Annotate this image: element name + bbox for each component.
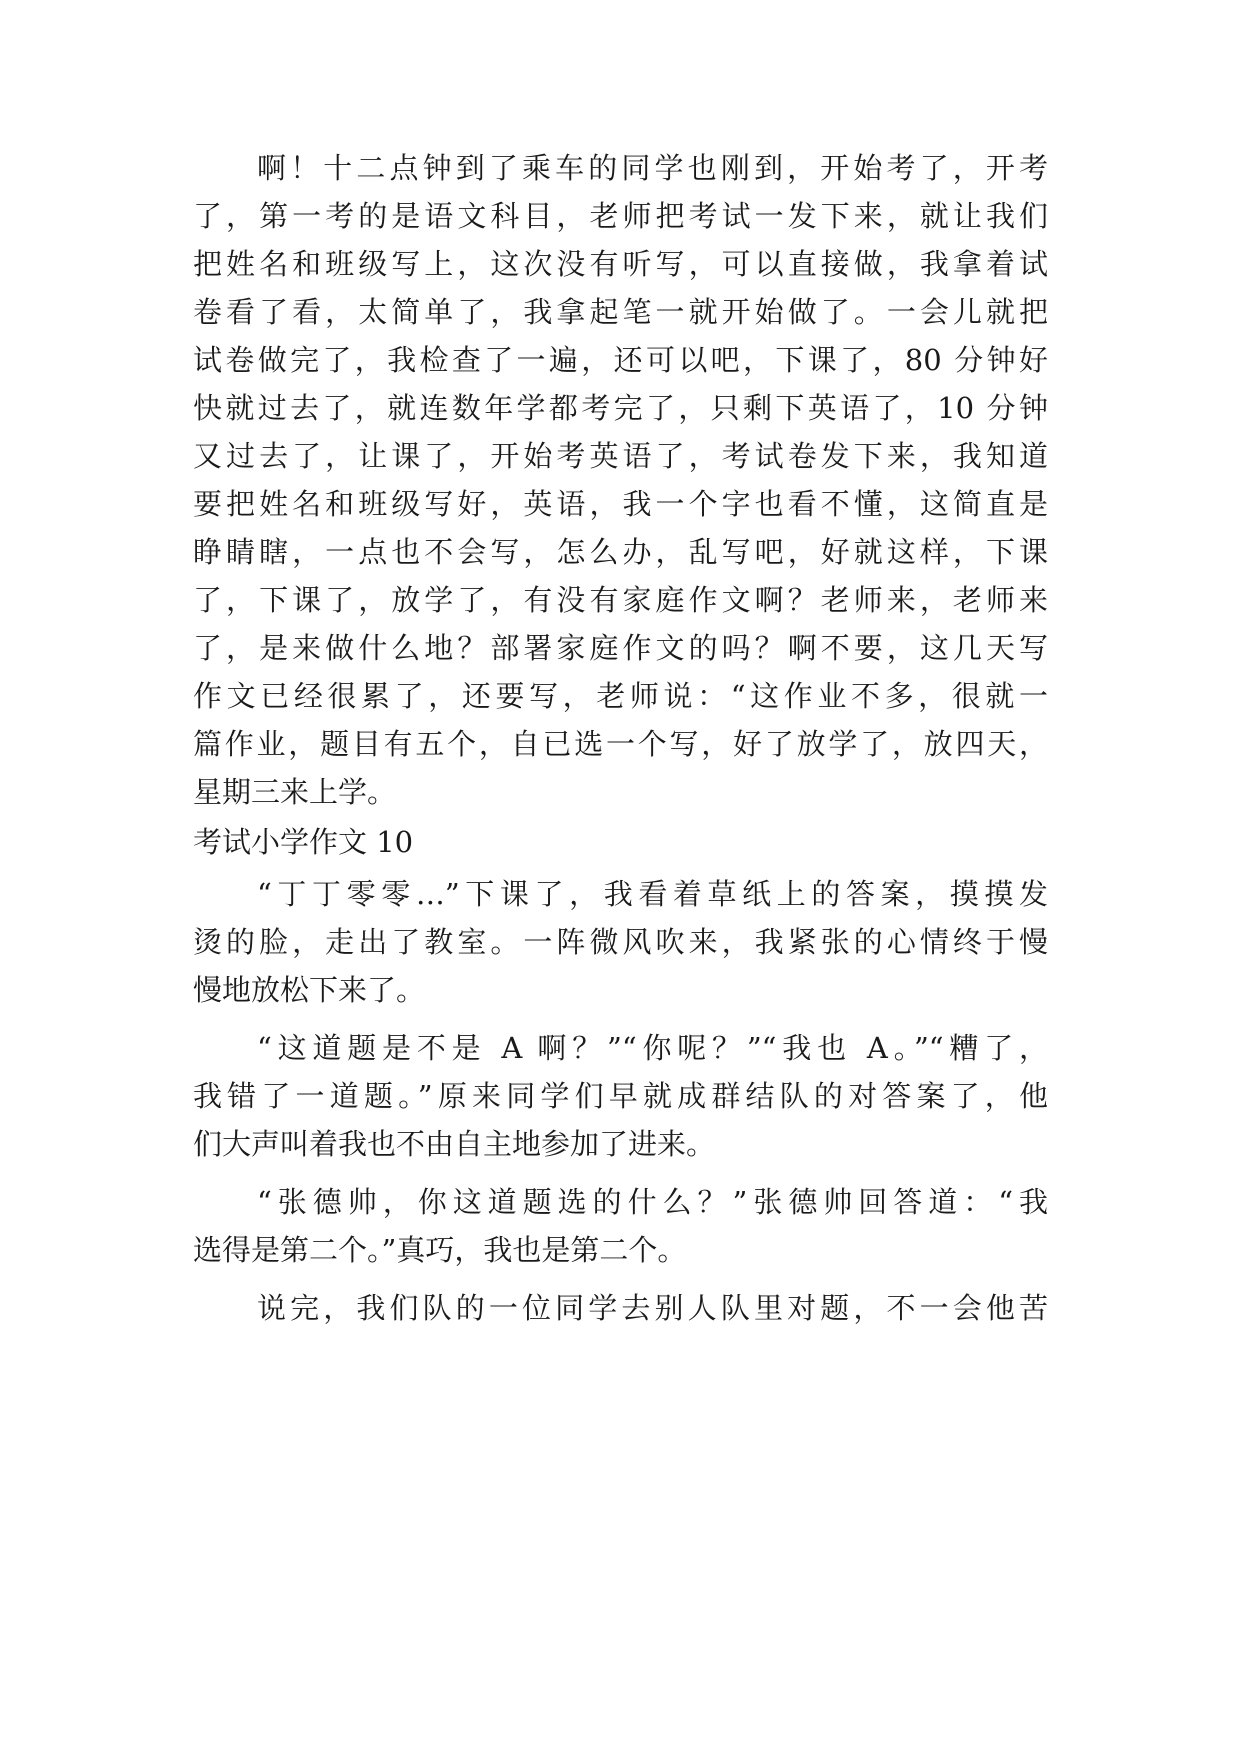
paragraph-1-line-14: 星期三来上学。 bbox=[193, 775, 397, 809]
paragraph-3-line-1: “这道题是不是 A 啊？”“你呢？”“我也 A。”“糟了， bbox=[257, 1031, 1048, 1065]
paragraph-3-line-3: 们大声叫着我也不由自主地参加了进来。 bbox=[193, 1127, 716, 1161]
paragraph-4-line-1: “张德帅，你这道题选的什么？”张德帅回答道：“我 bbox=[257, 1185, 1048, 1219]
paragraph-1-line-7: 又过去了，让课了，开始考英语了，考试卷发下来，我知道 bbox=[193, 439, 1048, 473]
paragraph-1-line-9: 睁睛瞎，一点也不会写，怎么办，乱写吧，好就这样，下课 bbox=[193, 535, 1048, 569]
paragraph-2-line-3: 慢地放松下来了。 bbox=[193, 973, 426, 1007]
paragraph-1-line-8: 要把姓名和班级写好，英语，我一个字也看不懂，这简直是 bbox=[193, 487, 1048, 521]
paragraph-1-line-3: 把姓名和班级写上，这次没有听写，可以直接做，我拿着试 bbox=[193, 247, 1048, 281]
paragraph-1-line-11: 了，是来做什么地？部署家庭作文的吗？啊不要，这几天写 bbox=[193, 631, 1048, 665]
paragraph-5-line-1: 说完，我们队的一位同学去别人队里对题，不一会他苦 bbox=[257, 1291, 1048, 1325]
paragraph-4-line-2: 选得是第二个。”真巧，我也是第二个。 bbox=[193, 1233, 687, 1267]
paragraph-2-line-1: “丁丁零零…”下课了，我看着草纸上的答案，摸摸发 bbox=[257, 877, 1048, 911]
paragraph-1-line-2: 了，第一考的是语文科目，老师把考试一发下来，就让我们 bbox=[193, 199, 1048, 233]
paragraph-3-line-2: 我错了一道题。”原来同学们早就成群结队的对答案了，他 bbox=[193, 1079, 1048, 1113]
paragraph-1-line-12: 作文已经很累了，还要写，老师说：“这作业不多，很就一 bbox=[193, 679, 1048, 713]
paragraph-1-line-1: 啊！十二点钟到了乘车的同学也刚到，开始考了，开考 bbox=[257, 151, 1048, 185]
paragraph-1-line-13: 篇作业，题目有五个，自已选一个写，好了放学了，放四天， bbox=[193, 727, 1048, 761]
paragraph-1-line-4: 卷看了看，太简单了，我拿起笔一就开始做了。一会儿就把 bbox=[193, 295, 1048, 329]
section-heading: 考试小学作文 10 bbox=[193, 825, 414, 859]
paragraph-1-line-10: 了，下课了，放学了，有没有家庭作文啊？老师来，老师来 bbox=[193, 583, 1048, 617]
paragraph-1-line-6: 快就过去了，就连数年学都考完了，只剩下英语了，10 分钟 bbox=[193, 391, 1048, 425]
paragraph-1-line-5: 试卷做完了，我检查了一遍，还可以吧，下课了，80 分钟好 bbox=[193, 343, 1048, 377]
paragraph-2-line-2: 烫的脸，走出了教室。一阵微风吹来，我紧张的心情终于慢 bbox=[193, 925, 1048, 959]
